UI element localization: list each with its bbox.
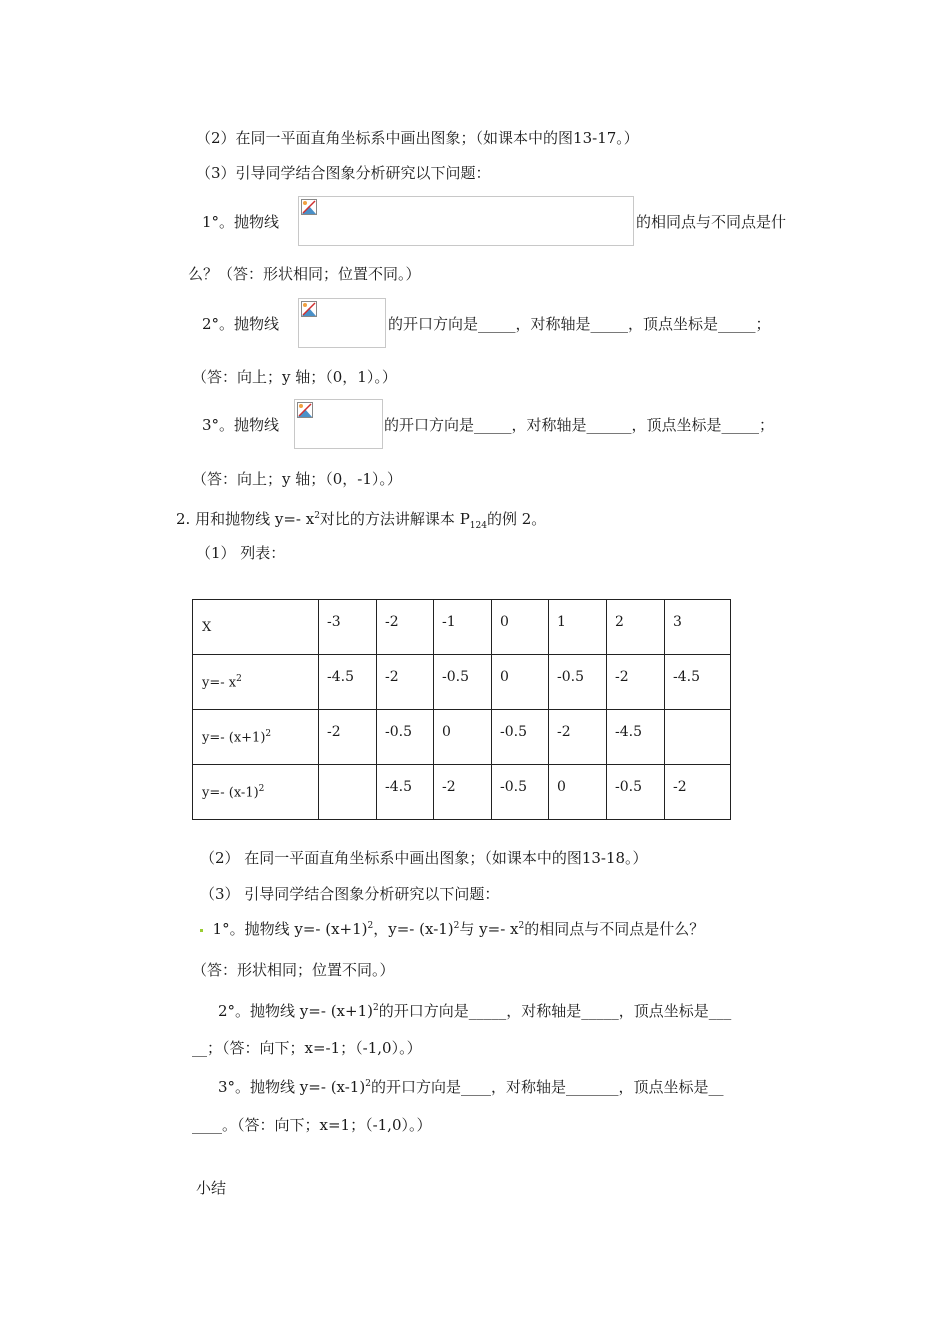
row-label: X bbox=[193, 600, 319, 655]
text-line: （1） 列表： bbox=[196, 544, 286, 562]
text-line bbox=[200, 916, 704, 939]
table-cell: -3 bbox=[319, 600, 377, 655]
table-cell: -0.5 bbox=[492, 710, 549, 765]
text-fragment: 与 y=- x bbox=[459, 920, 519, 938]
broken-image-icon bbox=[297, 402, 313, 418]
value-table bbox=[192, 599, 731, 820]
text-line bbox=[218, 1074, 723, 1097]
text-fragment: 的开口方向是_____，对称轴是_____，顶点坐标是___ bbox=[378, 1002, 732, 1020]
mark-dot bbox=[200, 929, 203, 932]
text-line: 的相同点与不同点是什 bbox=[636, 213, 787, 231]
table-cell: 3 bbox=[665, 600, 731, 655]
formula-image bbox=[298, 298, 386, 348]
table-cell: -0.5 bbox=[434, 655, 492, 710]
formula-image bbox=[298, 196, 634, 246]
text-line bbox=[176, 506, 546, 536]
table-cell: -0.5 bbox=[377, 710, 434, 765]
text-fragment: 2°。抛物线 y=- (x+1) bbox=[218, 1002, 373, 1020]
superscript: 2 bbox=[453, 921, 460, 931]
superscript: 2 bbox=[365, 1079, 371, 1089]
row-label bbox=[193, 710, 319, 765]
superscript: 2 bbox=[236, 673, 242, 684]
superscript: 2 bbox=[372, 1003, 379, 1013]
table-cell: -4.5 bbox=[607, 710, 665, 765]
table-cell bbox=[665, 710, 731, 765]
broken-image-icon bbox=[301, 301, 317, 317]
superscript: 2 bbox=[314, 511, 320, 521]
table-row bbox=[193, 710, 731, 765]
table-cell: -2 bbox=[377, 600, 434, 655]
text-line: ____。（答：向下；x=1；（-1,0）。） bbox=[192, 1116, 432, 1134]
text-fragment: 3°。抛物线 y=- (x-1) bbox=[218, 1078, 366, 1096]
text-line: （3） 引导同学结合图象分析研究以下问题： bbox=[200, 885, 500, 903]
text-line: （答：向上；y 轴；（0，-1）。） bbox=[192, 470, 402, 488]
subscript: 124 bbox=[469, 521, 487, 531]
table-cell: -2 bbox=[549, 710, 607, 765]
row-label bbox=[193, 655, 319, 710]
text-fragment: 的相同点与不同点是什么？ bbox=[524, 920, 705, 938]
table-cell: -4.5 bbox=[377, 765, 434, 820]
text-line: （答：形状相同；位置不同。） bbox=[192, 961, 395, 979]
text-fragment: y=- (x+1) bbox=[202, 730, 266, 746]
table-cell: -2 bbox=[434, 765, 492, 820]
text-line: __；（答：向下；x=-1；（-1,0）。） bbox=[192, 1039, 422, 1057]
table-cell: 1 bbox=[549, 600, 607, 655]
table-cell: -2 bbox=[665, 765, 731, 820]
text-line: （答：向上；y 轴；（0，1）。） bbox=[192, 368, 397, 386]
table-cell: -0.5 bbox=[607, 765, 665, 820]
table-cell: -0.5 bbox=[492, 765, 549, 820]
text-line: （2）在同一平面直角坐标系中画出图象；（如课本中的图13-17。） bbox=[196, 129, 639, 147]
table-row bbox=[193, 765, 731, 820]
text-fragment: 的开口方向是____，对称轴是_______，顶点坐标是__ bbox=[370, 1078, 724, 1096]
text-line: （3）引导同学结合图象分析研究以下问题： bbox=[196, 164, 491, 182]
text-fragment: ，y=- (x-1) bbox=[373, 920, 454, 938]
text-fragment: y=- (x-1) bbox=[202, 785, 259, 801]
table-cell: -1 bbox=[434, 600, 492, 655]
table-cell bbox=[319, 765, 377, 820]
superscript: 2 bbox=[367, 921, 374, 931]
text-fragment: 2. 用和抛物线 y=- x bbox=[176, 510, 315, 528]
broken-image-icon bbox=[301, 199, 317, 215]
superscript: 2 bbox=[258, 783, 265, 794]
text-line: 的开口方向是_____，对称轴是_____，顶点坐标是_____； bbox=[388, 315, 771, 333]
text-fragment: 的例 2。 bbox=[486, 510, 547, 528]
formula-image bbox=[294, 399, 383, 449]
row-label bbox=[193, 765, 319, 820]
text-line: 的开口方向是_____，对称轴是______，顶点坐标是_____； bbox=[384, 416, 775, 434]
table-cell: 0 bbox=[492, 600, 549, 655]
table-cell: 0 bbox=[492, 655, 549, 710]
table-cell: 0 bbox=[549, 765, 607, 820]
text-line: 么？（答：形状相同；位置不同。） bbox=[188, 265, 421, 283]
section-heading: 小结 bbox=[196, 1179, 227, 1197]
text-line: （2） 在同一平面直角坐标系中画出图象；（如课本中的图13-18。） bbox=[200, 849, 648, 867]
table-cell: 2 bbox=[607, 600, 665, 655]
text-fragment: 对比的方法讲解课本 P bbox=[319, 510, 470, 528]
text-line: 2°。抛物线 bbox=[202, 315, 280, 333]
text-line: 1°。抛物线 bbox=[202, 213, 280, 231]
table-cell: -0.5 bbox=[549, 655, 607, 710]
table-cell: -2 bbox=[319, 710, 377, 765]
table-cell: -2 bbox=[377, 655, 434, 710]
table-row bbox=[193, 600, 731, 655]
table-row bbox=[193, 655, 731, 710]
superscript: 2 bbox=[518, 921, 525, 931]
table-cell: -4.5 bbox=[665, 655, 731, 710]
text-fragment: 1°。抛物线 y=- (x+1 bbox=[212, 920, 362, 938]
text-line: 3°。抛物线 bbox=[202, 416, 280, 434]
superscript: 2 bbox=[265, 728, 272, 739]
table-cell: -4.5 bbox=[319, 655, 377, 710]
table-cell: 0 bbox=[434, 710, 492, 765]
text-line bbox=[218, 998, 731, 1021]
text-fragment: ) bbox=[361, 920, 368, 938]
table-cell: -2 bbox=[607, 655, 665, 710]
text-fragment: y=- x bbox=[202, 675, 237, 691]
